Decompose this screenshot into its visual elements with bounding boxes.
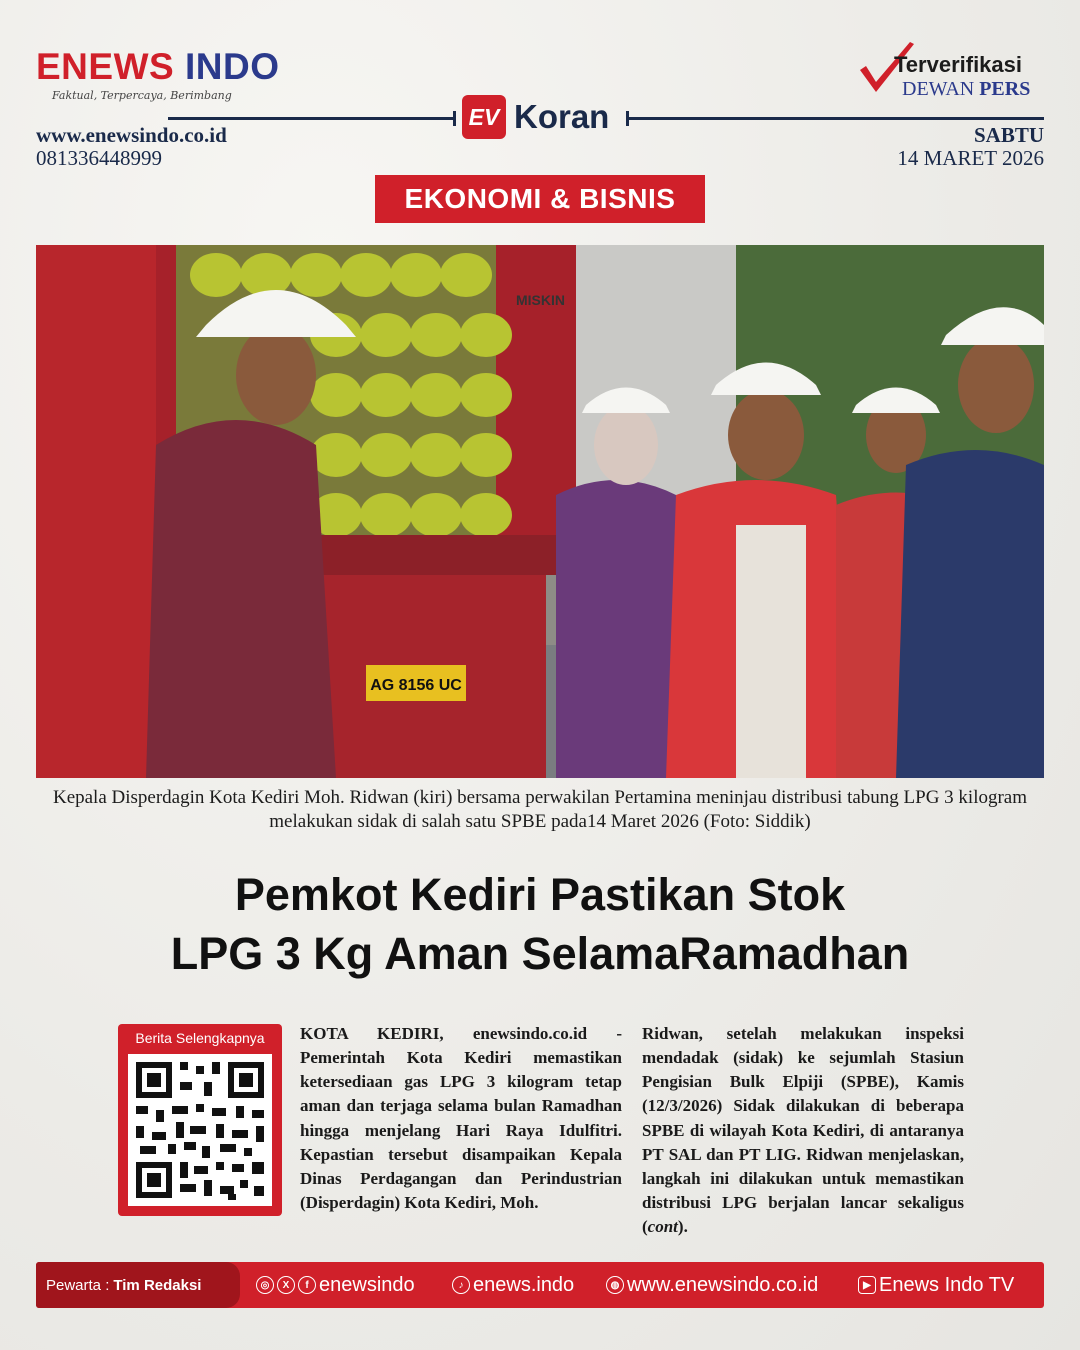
youtube-channel[interactable]: Enews Indo TV [879, 1273, 1015, 1296]
tiktok-icon[interactable]: ♪ [452, 1276, 470, 1294]
brand-name-part2: INDO [184, 46, 280, 87]
article-column-1: KOTA KEDIRI, enewsindo.co.id - Pemerintah Kota Kediri memastikan ketersediaan gas LPG 3 kilogram tetap aman dan terjaga selama bulan Ramadhan hingga menjelang Hari Raya Idulfitri. Kepastian tersebut disampaikan Kepala Dinas Perdagangan dan Perindustrian (Disperdagin) Kota Kediri, Moh. [300, 1024, 622, 1212]
contact-info [36, 124, 227, 170]
youtube-icon[interactable]: ▶ [858, 1276, 876, 1294]
koran-label: Koran [514, 98, 610, 135]
headline-line1: Pemkot Kediri Pastikan Stok [234, 869, 846, 920]
dewan-pers-label [902, 78, 1030, 101]
cont-label: cont [647, 1217, 678, 1236]
pers-label: PERS [979, 78, 1031, 100]
news-photo-illustration [36, 245, 1044, 778]
phone-number: 081336448999 [36, 146, 162, 171]
truck-sign: MISKIN [516, 292, 565, 308]
tiktok-link[interactable] [452, 1262, 574, 1308]
pewarta-label: Pewarta : [46, 1276, 110, 1294]
headline [40, 866, 1040, 983]
qr-label: Berita Selengkapnya [135, 1030, 265, 1046]
header-divider-right [626, 117, 1044, 120]
brand-name-part1: ENEWS [36, 46, 175, 87]
verified-badge [856, 40, 1046, 104]
issue-date [897, 124, 1044, 170]
instagram-icon[interactable]: ◎ [256, 1276, 274, 1294]
website-link[interactable] [606, 1262, 818, 1308]
issue-day: SABTU [973, 123, 1044, 147]
pewarta-name: Tim Redaksi [113, 1276, 202, 1294]
brand-tagline: Faktual, Terpercaya, Berimbang [52, 89, 232, 102]
dewan-label: DEWAN [902, 78, 975, 100]
social-handle-group[interactable] [256, 1262, 415, 1308]
issue-date-text: 14 MARET 2026 [897, 146, 1044, 171]
article-column-2 [642, 1022, 964, 1239]
footer-bar [36, 1262, 1044, 1308]
koran-masthead [462, 95, 609, 139]
tiktok-handle[interactable]: enews.indo [473, 1273, 575, 1296]
facebook-icon[interactable]: f [298, 1276, 316, 1294]
ev-logo-icon: EV [462, 95, 506, 139]
verified-label: Terverifikasi [894, 52, 1023, 77]
footer-website[interactable]: www.enewsindo.co.id [627, 1273, 819, 1296]
headline-line2: LPG 3 Kg Aman SelamaRamadhan [170, 927, 910, 979]
globe-icon[interactable]: ◍ [606, 1276, 624, 1294]
pewarta-credit [36, 1262, 240, 1308]
x-icon[interactable]: X [277, 1276, 295, 1294]
photo-caption: Kepala Disperdagin Kota Kediri Moh. Ridwan (kiri) bersama perwakilan Pertamina meninjau distribusi tabung LPG 3 kilogram melakukan sidak di salah satu SPBE pada14 Maret 2026 (Foto: Siddik) [52, 787, 1028, 832]
license-plate: AG 8156 UC [370, 677, 462, 694]
article-column-2-text: Ridwan, setelah melakukan inspeksi mendadak (sidak) ke sejumlah Stasiun Pengisian Bulk Elpiji (SPBE), Kamis (12/3/2026) Sidak dilakukan di beberapa SPBE di wilayah Kota Kediri, di antaranya PT SAL dan PT LIG. Ridwan menjelaskan, langkah ini dilakukan untuk memastikan distribusi LPG berjalan lancar sekaligus ( [642, 1024, 964, 1236]
website-url[interactable]: www.enewsindo.co.id [36, 123, 227, 147]
qr-code-card[interactable] [118, 1024, 282, 1216]
brand-logo [36, 48, 279, 102]
header-divider-left [168, 117, 456, 120]
youtube-link[interactable] [858, 1262, 1014, 1308]
social-handle[interactable]: enewsindo [319, 1273, 415, 1296]
qr-code-icon[interactable] [128, 1054, 272, 1206]
news-photo [36, 245, 1044, 778]
brand-name [36, 48, 279, 85]
article-column-2-end: ). [677, 1217, 688, 1236]
section-badge: EKONOMI & BISNIS [375, 175, 705, 223]
